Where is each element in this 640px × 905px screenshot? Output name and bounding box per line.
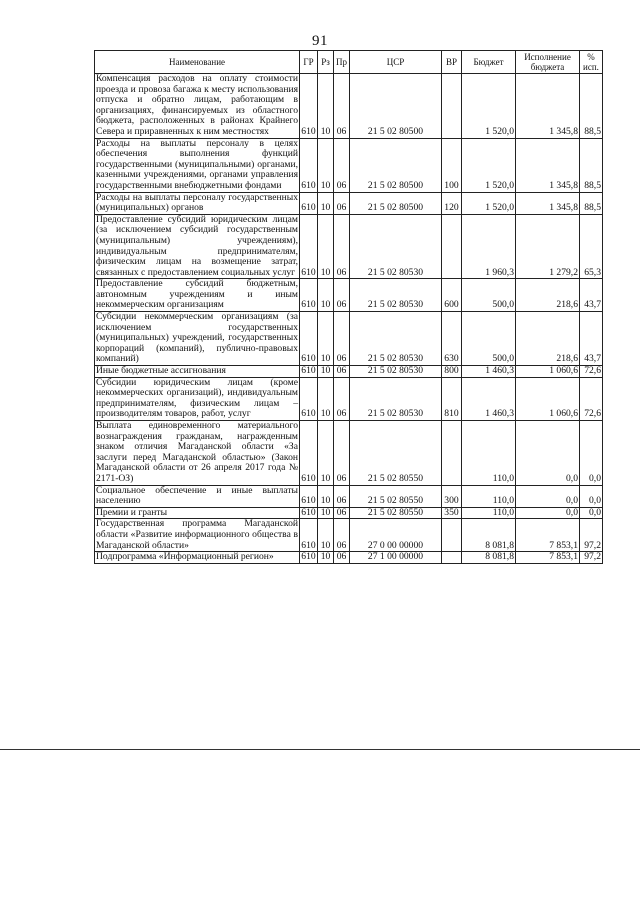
cell-csr: 27 1 00 00000 bbox=[350, 552, 442, 564]
cell-pr: 06 bbox=[334, 485, 350, 507]
header-pr: Пр bbox=[334, 51, 350, 74]
cell-budget: 1 460,3 bbox=[462, 366, 516, 378]
cell-pr: 06 bbox=[334, 507, 350, 519]
cell-rz: 10 bbox=[318, 485, 334, 507]
cell-csr: 21 5 02 80530 bbox=[350, 279, 442, 312]
cell-gr: 610 bbox=[301, 506, 316, 518]
cell-name: Подпрограмма «Информационный регион» bbox=[95, 552, 300, 564]
cell-budget: 1 520,0 bbox=[462, 138, 516, 192]
cell-execution: 218,6 bbox=[516, 279, 580, 312]
cell-name: Расходы на выплаты персоналу государственных (муниципальных) органов bbox=[96, 191, 298, 214]
cell-vr: 300 bbox=[442, 485, 462, 507]
cell-percent: 43,7 bbox=[580, 279, 603, 312]
cell-percent: 88,5 bbox=[580, 74, 603, 139]
cell-name: Социальное обеспечение и иные выплаты населению bbox=[96, 484, 298, 507]
cell-csr: 21 5 02 80500 bbox=[350, 138, 442, 192]
table-row bbox=[95, 552, 603, 564]
cell-budget: 8 081,8 bbox=[462, 519, 516, 552]
cell-gr: 610 bbox=[300, 192, 318, 214]
table-row bbox=[95, 485, 603, 507]
header-execution: Исполнение бюджета bbox=[516, 51, 580, 74]
cell-execution: 218,6 bbox=[516, 312, 580, 366]
cell-execution: 1 345,8 bbox=[516, 138, 580, 192]
cell-gr: 610 bbox=[300, 138, 318, 192]
cell-execution: 1 345,8 bbox=[516, 192, 580, 214]
cell-execution: 0,0 bbox=[516, 485, 580, 507]
cell-csr: 21 5 02 80530 bbox=[350, 377, 442, 420]
cell-percent: 72,6 bbox=[580, 366, 603, 378]
cell-rz: 10 bbox=[318, 138, 334, 192]
cell-percent: 88,5 bbox=[580, 138, 603, 192]
cell-gr: 610 bbox=[300, 312, 318, 366]
cell-percent: 97,2 bbox=[580, 519, 603, 552]
cell-vr bbox=[442, 74, 462, 139]
table-row bbox=[95, 519, 603, 552]
cell-execution: 1 279,2 bbox=[516, 214, 580, 279]
cell-vr: 120 bbox=[442, 192, 462, 214]
cell-pr: 06 bbox=[334, 138, 350, 192]
cell-pr: 06 bbox=[334, 519, 350, 552]
cell-csr: 21 5 02 80550 bbox=[350, 507, 442, 519]
cell-name: Субсидии юридическим лицам (кроме некоммерческих организаций), индивидуальным предпринимателям, физическим лицам – производителям товаров, работ, услуг bbox=[96, 376, 298, 420]
cell-gr: 610 bbox=[300, 421, 318, 486]
cell-rz: 10 bbox=[318, 192, 334, 214]
header-percent: % исп. bbox=[580, 51, 603, 74]
header-csr: ЦСР bbox=[350, 51, 442, 74]
cell-csr: 21 5 02 80530 bbox=[350, 366, 442, 378]
table-row bbox=[95, 377, 603, 420]
table-row bbox=[95, 507, 603, 519]
cell-percent: 0,0 bbox=[580, 421, 603, 486]
cell-gr: 610 bbox=[300, 74, 318, 139]
cell-percent: 65,3 bbox=[580, 214, 603, 279]
cell-pr: 06 bbox=[334, 214, 350, 279]
cell-rz: 10 bbox=[318, 366, 334, 378]
table-row bbox=[95, 421, 603, 486]
page-number: 91 bbox=[312, 33, 328, 49]
cell-budget: 1 460,3 bbox=[462, 377, 516, 420]
cell-budget: 500,0 bbox=[462, 312, 516, 366]
table-row bbox=[95, 214, 603, 279]
cell-csr: 21 5 02 80500 bbox=[350, 192, 442, 214]
cell-csr: 27 0 00 00000 bbox=[350, 519, 442, 552]
cell-percent: 97,2 bbox=[580, 552, 603, 564]
cell-vr: 100 bbox=[442, 138, 462, 192]
cell-name: Предоставление субсидий юридическим лицам (за исключением субсидий государственным (муниципальным) учреждениям), индивидуальным предпринимателям, физическим лицам на возмещение затрат, связанных с предоставлением социальных услуг bbox=[96, 213, 298, 278]
cell-name: Расходы на выплаты персоналу в целях обеспечения выполнения функций государственными (муниципальными) органами, казенными учреждениями, органами управления государственными внебюджетными фондами bbox=[96, 137, 298, 191]
cell-execution: 1 060,6 bbox=[516, 377, 580, 420]
cell-gr: 610 bbox=[301, 551, 316, 563]
cell-gr: 610 bbox=[300, 279, 318, 312]
cell-rz: 10 bbox=[318, 74, 334, 139]
cell-vr: 350 bbox=[442, 507, 462, 519]
header-gr: ГР bbox=[300, 51, 318, 74]
cell-vr: 600 bbox=[442, 279, 462, 312]
cell-pr: 06 bbox=[334, 377, 350, 420]
budget-table bbox=[94, 50, 603, 564]
table-row bbox=[95, 138, 603, 192]
table-row bbox=[95, 366, 603, 378]
cell-execution: 7 853,1 bbox=[516, 552, 580, 564]
cell-budget: 110,0 bbox=[462, 507, 516, 519]
cell-percent: 88,5 bbox=[580, 192, 603, 214]
footer-divider bbox=[0, 749, 640, 750]
cell-csr: 21 5 02 80550 bbox=[350, 421, 442, 486]
cell-budget: 8 081,8 bbox=[462, 552, 516, 564]
table-header-row bbox=[95, 51, 603, 74]
cell-budget: 1 520,0 bbox=[462, 74, 516, 139]
cell-gr: 610 bbox=[300, 377, 318, 420]
cell-gr: 610 bbox=[300, 485, 318, 507]
table-body bbox=[95, 74, 603, 564]
cell-csr: 21 5 02 80530 bbox=[350, 312, 442, 366]
header-budget: Бюджет bbox=[462, 51, 516, 74]
cell-name: Премии и гранты bbox=[95, 507, 300, 519]
cell-name: Субсидии некоммерческим организациям (за исключением государственных (муниципальных) учреждений, государственных корпораций (компаний), публично-правовых компаний) bbox=[96, 311, 298, 365]
cell-pr: 06 bbox=[334, 421, 350, 486]
cell-percent: 0,0 bbox=[580, 507, 603, 519]
cell-csr: 21 5 02 80500 bbox=[350, 74, 442, 139]
cell-execution: 0,0 bbox=[516, 421, 580, 486]
cell-rz: 10 bbox=[318, 507, 334, 519]
header-vr: ВР bbox=[442, 51, 462, 74]
table-row bbox=[95, 312, 603, 366]
cell-gr: 610 bbox=[300, 214, 318, 279]
cell-percent: 72,6 bbox=[580, 377, 603, 420]
cell-gr: 610 bbox=[301, 365, 316, 377]
cell-percent: 43,7 bbox=[580, 312, 603, 366]
cell-vr bbox=[442, 421, 462, 486]
cell-name: Выплата единовременного материального вознаграждения гражданам, награжденным знаком отличия Магаданской области «За заслуги перед Магаданской областью» (Закон Магаданской области от 26 апреля 2017 года № 2171-ОЗ) bbox=[96, 420, 298, 484]
cell-pr: 06 bbox=[334, 366, 350, 378]
cell-vr: 810 bbox=[442, 377, 462, 420]
cell-vr: 630 bbox=[442, 312, 462, 366]
cell-pr: 06 bbox=[334, 552, 350, 564]
cell-budget: 1 520,0 bbox=[462, 192, 516, 214]
cell-budget: 500,0 bbox=[462, 279, 516, 312]
cell-pr: 06 bbox=[334, 192, 350, 214]
cell-name: Компенсация расходов на оплату стоимости проезда и провоза багажа к месту использования отпуска и обратно лицам, работающим в организациях, финансируемых из областного бюджета, расположенных в районах Крайнего Севера и приравненных к ним местностях bbox=[96, 73, 298, 137]
cell-csr: 21 5 02 80530 bbox=[350, 214, 442, 279]
cell-rz: 10 bbox=[318, 377, 334, 420]
cell-execution: 7 853,1 bbox=[516, 519, 580, 552]
cell-budget: 110,0 bbox=[462, 421, 516, 486]
cell-rz: 10 bbox=[318, 214, 334, 279]
cell-vr bbox=[442, 552, 462, 564]
cell-vr: 800 bbox=[442, 366, 462, 378]
cell-execution: 0,0 bbox=[516, 507, 580, 519]
cell-rz: 10 bbox=[318, 519, 334, 552]
cell-rz: 10 bbox=[318, 279, 334, 312]
cell-rz: 10 bbox=[318, 421, 334, 486]
table-row bbox=[95, 192, 603, 214]
cell-pr: 06 bbox=[334, 74, 350, 139]
cell-pr: 06 bbox=[334, 279, 350, 312]
cell-rz: 10 bbox=[318, 312, 334, 366]
cell-execution: 1 060,6 bbox=[516, 366, 580, 378]
cell-gr: 610 bbox=[300, 519, 318, 552]
cell-name: Государственная программа Магаданской области «Развитие информационного общества в Магаданской области» bbox=[96, 518, 298, 551]
cell-csr: 21 5 02 80550 bbox=[350, 485, 442, 507]
table-row bbox=[95, 74, 603, 139]
cell-percent: 0,0 bbox=[580, 485, 603, 507]
cell-budget: 110,0 bbox=[462, 485, 516, 507]
cell-rz: 10 bbox=[318, 552, 334, 564]
cell-vr bbox=[442, 214, 462, 279]
cell-name: Иные бюджетные ассигнования bbox=[95, 366, 300, 378]
cell-execution: 1 345,8 bbox=[516, 74, 580, 139]
header-rz: Рз bbox=[318, 51, 334, 74]
cell-vr bbox=[442, 519, 462, 552]
table-row bbox=[95, 279, 603, 312]
header-name: Наименование bbox=[95, 51, 300, 74]
cell-name: Предоставление субсидий бюджетным, автономным учреждениям и иным некоммерческим организациям bbox=[96, 278, 298, 311]
cell-budget: 1 960,3 bbox=[462, 214, 516, 279]
cell-pr: 06 bbox=[334, 312, 350, 366]
